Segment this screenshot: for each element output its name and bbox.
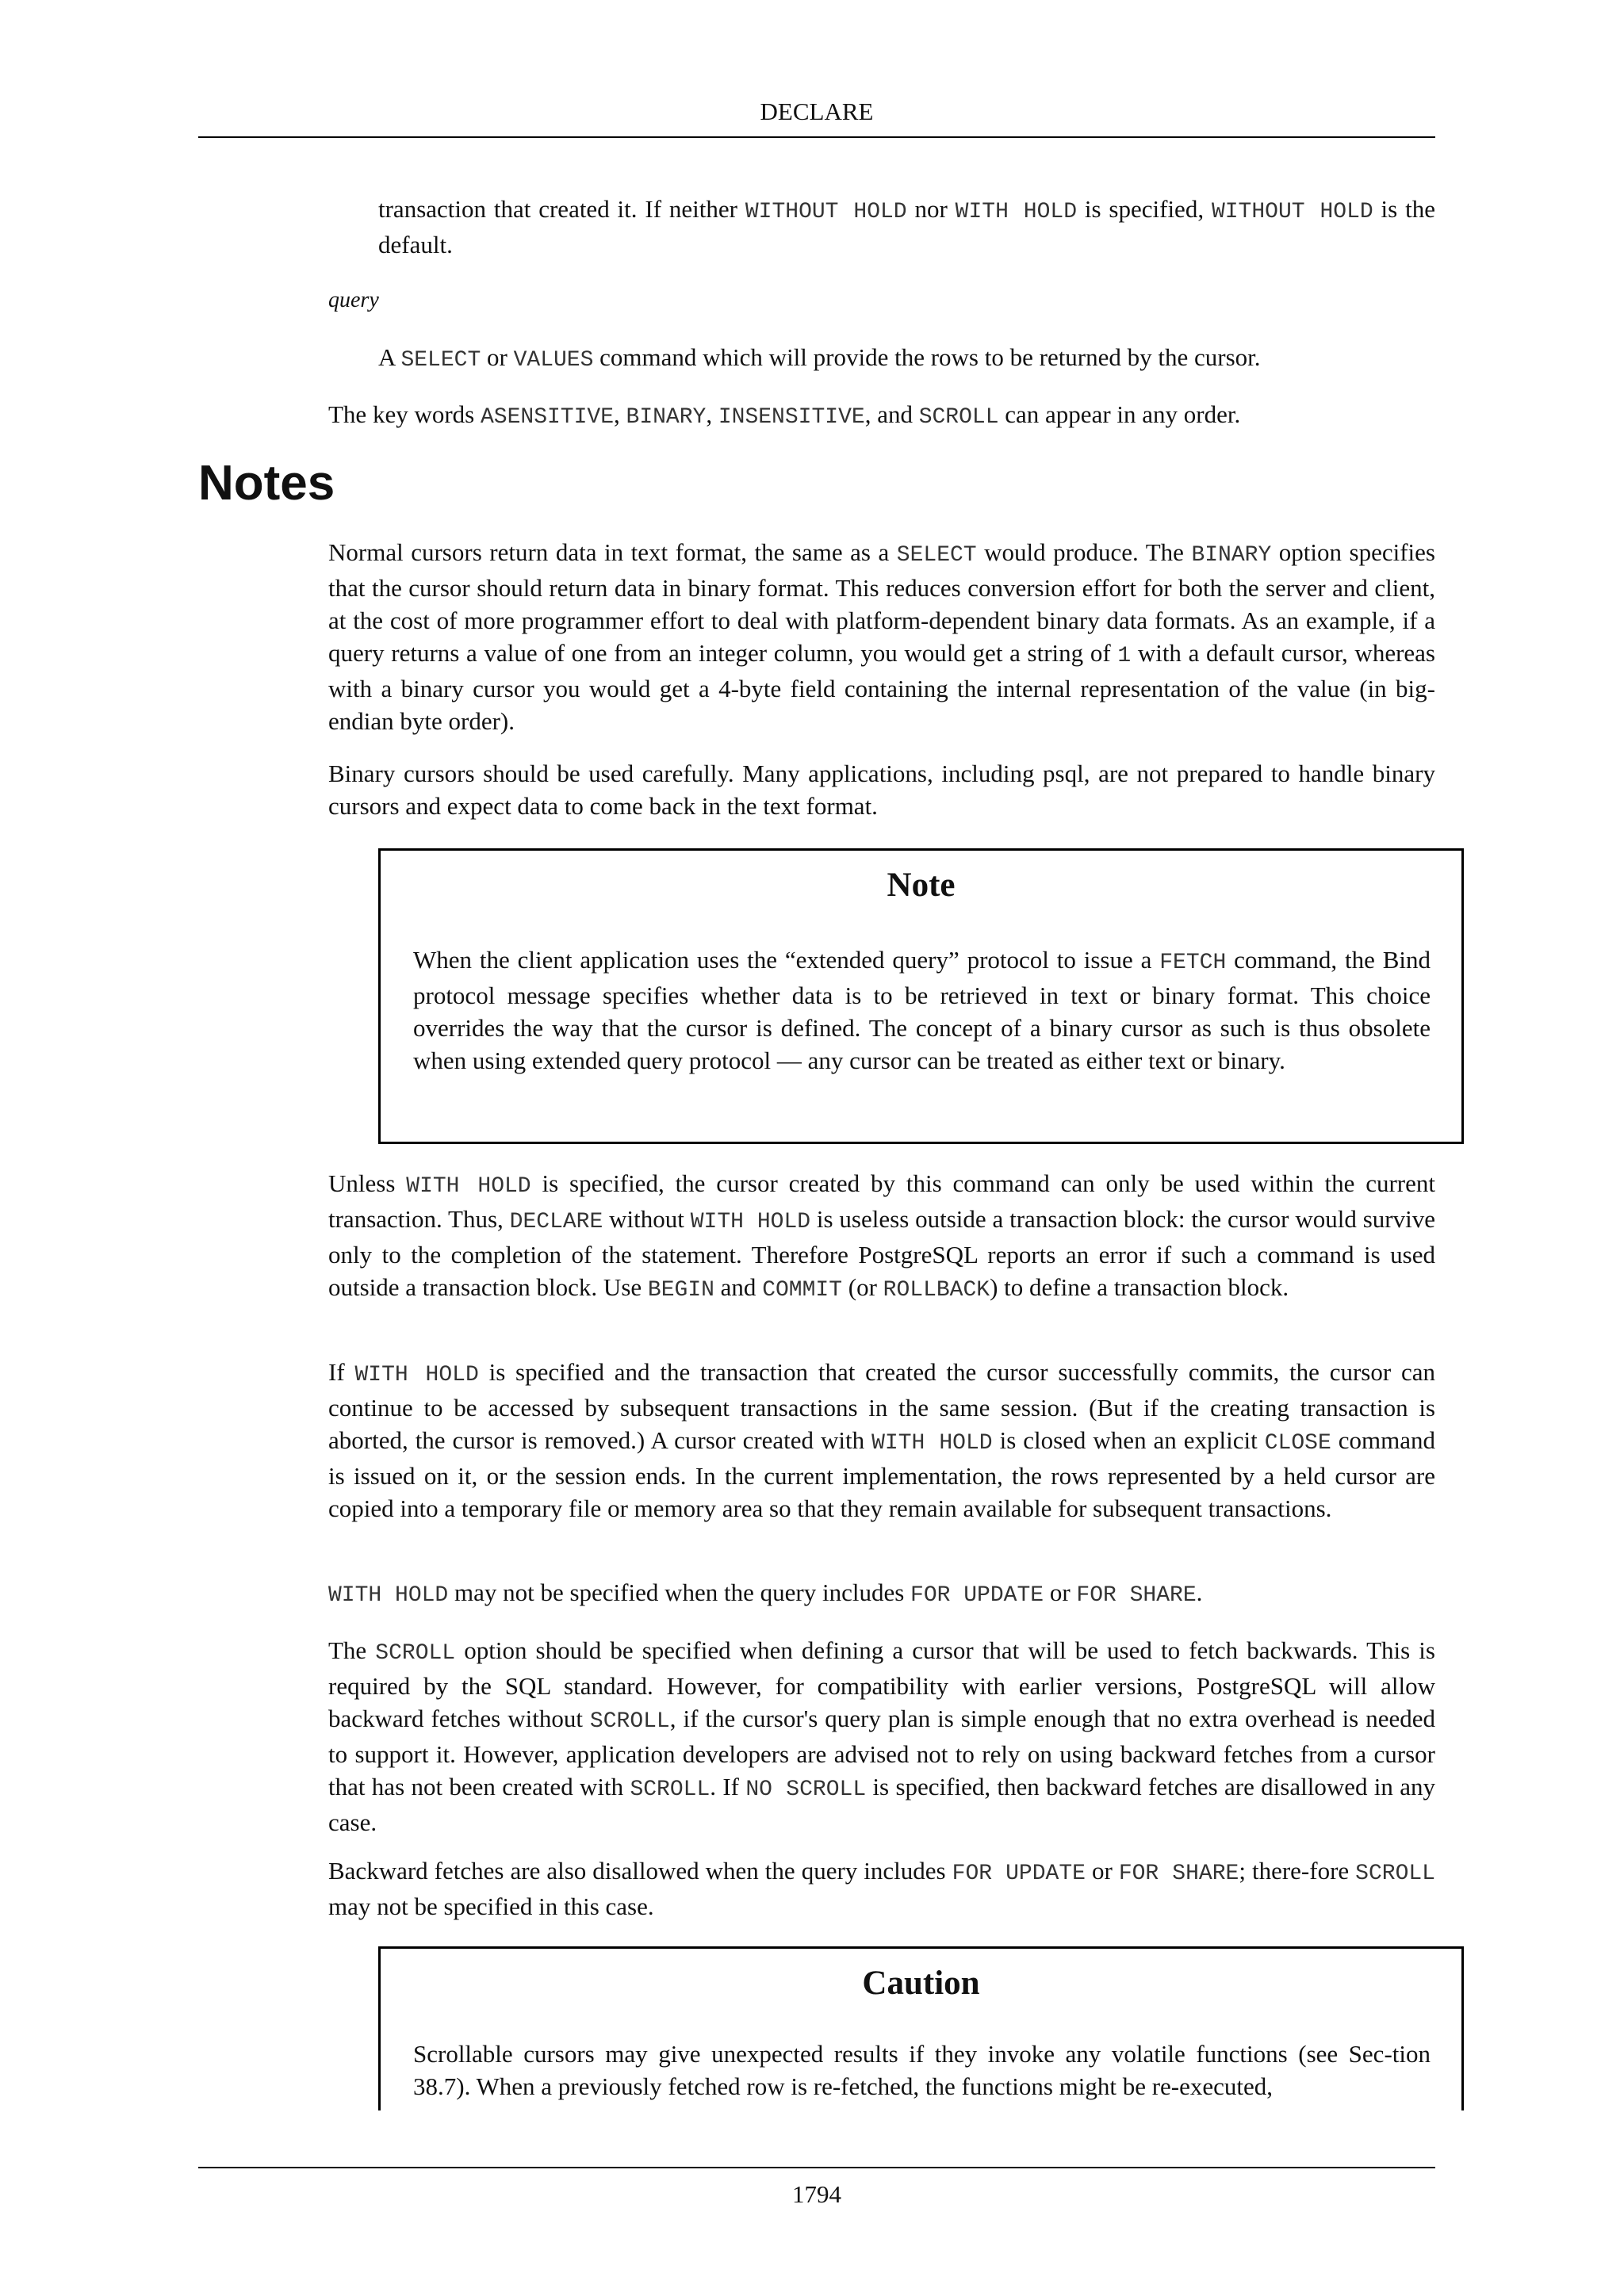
text-run: command, the Bind protocol message specifies whether data is to be retrieved in text or binary format. This choice overrides the way that the cursor is defined. The concept of a binary cursor as such is thus obsolete when using extended query protocol — any cursor can be treated as either text or binary. [413,946,1431,1074]
text-run: Normal cursors return data in text format, the same as a [328,538,897,566]
code-keyword: BEGIN [647,1278,714,1303]
note-box-title: Note [887,867,956,904]
code-keyword: FOR UPDATE [910,1583,1044,1608]
code-keyword: SCROLL [630,1777,710,1802]
running-header: DECLARE [760,98,874,125]
text-run: If [328,1358,355,1386]
text-run: ; there-fore [1239,1857,1356,1885]
text-run: option should be specified when defining a cursor that will be used to fetch backwards. This is required by the SQL standard. However, for compatibility with earlier versions, PostgreSQL will allow backward fetches without [328,1636,1435,1732]
parameter-description [378,341,1435,377]
page-number: 1794 [792,2180,841,2208]
text-run: When the client application uses the “extended query” protocol to issue a [413,946,1160,974]
code-keyword: SCROLL [589,1709,670,1734]
code-keyword: SELECT [896,543,977,568]
code-keyword: ROLLBACK [883,1278,990,1303]
code-keyword: ASENSITIVE [480,405,615,430]
text-run: is useless outside a transaction block: the cursor would survive only to the completion of the statement. Therefore PostgreSQL reports an error if such a command is used outside a transaction block. Use [328,1205,1435,1301]
text-run: , and [864,400,919,428]
footer-rule [198,2167,1435,2168]
text-run: The [328,1636,376,1664]
text-run: would produce. The [976,538,1192,566]
text-run: or [1044,1578,1077,1606]
text-run: nor [906,195,956,223]
text-run: Backward fetches are also disallowed when the query includes [328,1857,952,1885]
text-run: A [378,343,401,371]
text-run: . If [710,1773,746,1800]
code-keyword: WITHOUT HOLD [745,200,907,224]
text-run: option specifies that the cursor should return data in binary format. This reduces conversion effort for both the server and client, at the cost of more programmer effort to deal with platform-dependent binary data formats. As an example, if a query returns a value of one from an integer column, you would get a string of [328,538,1435,667]
notes-paragraph-5 [328,1576,1435,1612]
text-run: is specified, [1077,195,1212,223]
text-run: transaction that created it. If neither [378,195,745,223]
code-keyword: FOR SHARE [1076,1583,1197,1608]
code-keyword: FETCH [1159,951,1227,975]
code-keyword: SCROLL [1355,1862,1435,1886]
code-keyword: WITH HOLD [690,1210,811,1234]
notes-paragraph-3 [328,1167,1435,1307]
code-keyword: SCROLL [375,1641,456,1666]
code-keyword: 1 [1117,644,1132,668]
text-run: or [1085,1857,1119,1885]
text-run: , if the cursor's query plan is simple enough that no extra overhead is needed to support it. However, application developers are advised not to rely on using backward fetches from a cursor that has not been created with [328,1705,1435,1800]
header-rule [198,136,1435,138]
code-keyword: VALUES [513,348,594,373]
code-keyword: FOR SHARE [1118,1862,1239,1886]
text-run: (or [842,1273,883,1301]
caution-box [378,1946,1464,2110]
caution-box-title: Caution [862,1965,980,2002]
text-run: Binary cursors should be used carefully. Many applications, including psql, are not prepared to handle binary cursors and expect data to come back in the text format. [328,760,1435,820]
keywords-paragraph [328,398,1435,434]
text-run: without [603,1205,691,1233]
text-run: , [706,400,718,428]
text-run: . [1196,1578,1203,1606]
code-keyword: COMMIT [762,1278,843,1303]
text-run: , [614,400,626,428]
continuation-paragraph [378,193,1435,261]
code-keyword: FOR UPDATE [952,1862,1086,1886]
code-keyword: DECLARE [509,1210,603,1234]
text-run: command which will provide the rows to be returned by the cursor. [593,343,1261,371]
text-run: is specified, the cursor created by this command can only be used within the current transaction. Thus, [328,1169,1435,1233]
code-keyword: WITH HOLD [955,200,1078,224]
text-run: with a default cursor, whereas with a binary cursor you would get a 4-byte field containing the internal representation of the value (in big-endian byte order). [328,639,1435,735]
note-box-text [413,943,1431,1077]
parameter-term: query [328,288,379,312]
code-keyword: SCROLL [918,405,999,430]
text-run: Scrollable cursors may give unexpected results if they invoke any volatile functions (see Sec-tion 38.7). When a previously fetched row is re-fetched, the functions might be re-executed, [413,2040,1431,2100]
text-run: and [714,1273,763,1301]
code-keyword: WITH HOLD [871,1431,993,1456]
notes-paragraph-4 [328,1356,1435,1525]
notes-paragraph-1 [328,536,1435,737]
text-run: The key words [328,400,481,428]
notes-paragraph-7 [328,1854,1435,1923]
notes-paragraph-6 [328,1634,1435,1839]
code-keyword: BINARY [626,405,707,430]
text-run: Unless [328,1169,407,1197]
text-run: is specified and the transaction that created the cursor successfully commits, the cursor can continue to be accessed by subsequent transactions in the same session. (But if the creating transaction is aborted, the cursor is removed.) A cursor created with [328,1358,1436,1454]
notes-paragraph-2 [328,757,1435,822]
text-run: may not be specified when the query includes [448,1578,911,1606]
code-keyword: CLOSE [1264,1431,1331,1456]
text-run: can appear in any order. [998,400,1241,428]
text-run: may not be specified in this case. [328,1892,654,1920]
note-box [378,848,1464,1144]
code-keyword: BINARY [1191,543,1272,568]
code-keyword: WITH HOLD [406,1174,531,1199]
code-keyword: WITH HOLD [328,1583,449,1608]
caution-box-text [413,2038,1431,2103]
text-run: is specified, then backward fetches are disallowed in any case. [328,1773,1435,1836]
code-keyword: WITHOUT HOLD [1211,200,1373,224]
code-keyword: WITH HOLD [354,1363,479,1387]
section-title-notes: Notes [198,456,335,511]
text-run: ) to define a transaction block. [990,1273,1289,1301]
text-run: command is issued on it, or the session ends. In the current implementation, the rows represented by a held cursor are copied into a temporary file or memory area so that they remain available for subsequent transactions. [328,1426,1435,1522]
text-run: is closed when an explicit [992,1426,1265,1454]
code-keyword: NO SCROLL [745,1777,867,1802]
text-run: or [481,343,514,371]
text-run: is the default. [378,195,1435,258]
code-keyword: INSENSITIVE [718,405,865,430]
code-keyword: SELECT [400,348,481,373]
